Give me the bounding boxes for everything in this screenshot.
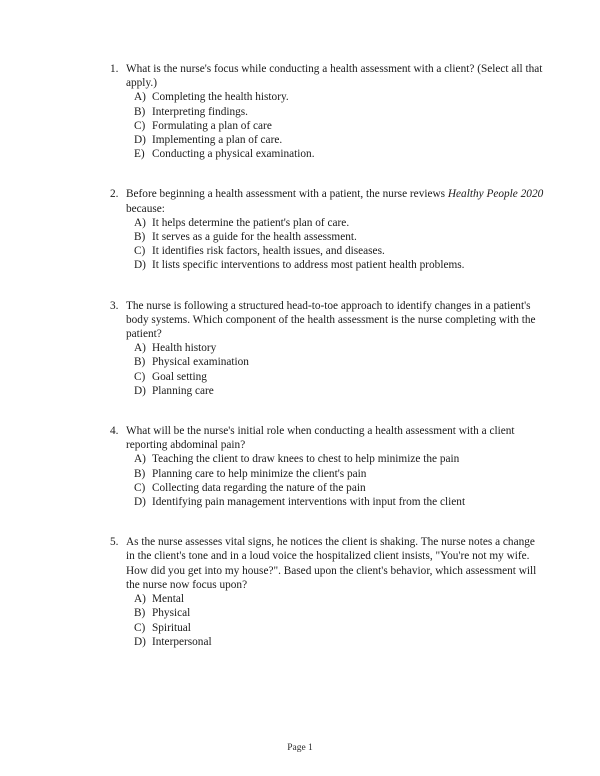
stem-segment: because: (126, 202, 165, 215)
option-row[interactable] (134, 133, 546, 147)
option-text: It helps determine the patient's plan of care. (152, 216, 350, 229)
option-text: Collecting data regarding the nature of the pain (152, 481, 366, 494)
option-list (110, 341, 546, 398)
question-block (110, 62, 546, 161)
option-row[interactable] (134, 467, 546, 481)
option-letter: D) (134, 259, 146, 272)
option-row[interactable] (134, 244, 546, 258)
option-letter: A) (134, 593, 146, 606)
option-letter: B) (134, 231, 146, 244)
option-text: Health history (152, 342, 217, 355)
option-text: Planning care (152, 384, 214, 397)
option-row[interactable] (134, 230, 546, 244)
option-row[interactable] (134, 452, 546, 466)
option-row[interactable] (134, 384, 546, 398)
option-list (110, 90, 546, 161)
question-number: 3. (110, 299, 119, 312)
question-stem-row (110, 187, 546, 215)
option-text: Interpreting findings. (152, 105, 249, 118)
option-letter: D) (134, 635, 146, 648)
question-stem (126, 299, 546, 342)
stem-segment: What is the nurse's focus while conducting a health assessment with a client? (Select all that apply.) (126, 63, 543, 90)
option-letter: B) (134, 607, 146, 620)
option-text: It serves as a guide for the health assessment. (152, 231, 357, 244)
option-text: It lists specific interventions to address most patient health problems. (152, 259, 465, 272)
option-text: Mental (152, 593, 184, 606)
question-stem-row (110, 62, 546, 90)
question-block (110, 424, 546, 509)
option-row[interactable] (134, 606, 546, 620)
option-row[interactable] (134, 341, 546, 355)
option-letter: A) (134, 216, 146, 229)
option-letter: D) (134, 134, 146, 147)
option-row[interactable] (134, 481, 546, 495)
question-block (110, 299, 546, 398)
stem-segment: The nurse is following a structured head-to-toe approach to identify changes in a patient's body systems. Which component of the health assessment is the nurse completing with the patient? (126, 299, 536, 341)
option-text: Formulating a plan of care (152, 119, 272, 132)
question-number: 4. (110, 425, 119, 438)
option-letter: E) (134, 148, 145, 161)
option-row[interactable] (134, 635, 546, 649)
question-stem-row (110, 535, 546, 592)
stem-segment: As the nurse assesses vital signs, he notices the client is shaking. The nurse notes a change in the client's tone and in a loud voice the hospitalized client insists, "You're not my wife. How did you get into my house?". Based upon the client's behavior, which assessment will the nurse now focus upon? (126, 536, 537, 591)
option-letter: C) (134, 481, 146, 494)
option-letter: C) (134, 621, 146, 634)
question-stem (126, 535, 546, 592)
option-row[interactable] (134, 592, 546, 606)
option-letter: B) (134, 356, 146, 369)
option-text: Conducting a physical examination. (152, 148, 315, 161)
option-text: Planning care to help minimize the client's pain (152, 467, 367, 480)
option-letter: A) (134, 342, 146, 355)
option-letter: D) (134, 496, 146, 509)
question-block (110, 535, 546, 649)
stem-segment: What will be the nurse's initial role when conducting a health assessment with a client reporting abdominal pain? (126, 425, 515, 452)
option-text: Completing the health history. (152, 91, 289, 104)
option-text: Physical (152, 607, 191, 620)
option-text: Identifying pain management interventions with input from the client (152, 496, 466, 509)
option-text: Implementing a plan of care. (152, 134, 283, 147)
option-row[interactable] (134, 147, 546, 161)
option-letter: A) (134, 91, 146, 104)
option-row[interactable] (134, 119, 546, 133)
question-number: 2. (110, 188, 119, 201)
option-text: Goal setting (152, 370, 207, 383)
page-footer: Page 1 (287, 743, 313, 753)
question-block (110, 187, 546, 272)
option-row[interactable] (134, 355, 546, 369)
option-list (110, 452, 546, 509)
question-stem-row (110, 424, 546, 452)
option-row[interactable] (134, 370, 546, 384)
stem-segment: Before beginning a health assessment with a patient, the nurse reviews (126, 188, 448, 201)
option-letter: C) (134, 119, 146, 132)
option-letter: C) (134, 370, 146, 383)
question-stem-row (110, 299, 546, 342)
option-list (110, 592, 546, 649)
option-row[interactable] (134, 495, 546, 509)
option-row[interactable] (134, 216, 546, 230)
question-number: 1. (110, 63, 119, 75)
option-text: It identifies risk factors, health issues, and diseases. (152, 245, 385, 258)
option-row[interactable] (134, 90, 546, 104)
option-row[interactable] (134, 105, 546, 119)
question-stem (126, 424, 546, 452)
option-letter: B) (134, 105, 146, 118)
option-text: Physical examination (152, 356, 249, 369)
option-text: Spiritual (152, 621, 191, 634)
option-text: Teaching the client to draw knees to chest to help minimize the pain (152, 453, 460, 466)
option-letter: C) (134, 245, 146, 258)
option-letter: A) (134, 453, 146, 466)
question-stem (126, 62, 546, 90)
option-row[interactable] (134, 621, 546, 635)
option-text: Interpersonal (152, 635, 212, 648)
option-letter: B) (134, 467, 146, 480)
option-letter: D) (134, 384, 146, 397)
question-list (110, 62, 546, 649)
question-number: 5. (110, 536, 119, 549)
question-stem (126, 187, 546, 215)
option-list (110, 216, 546, 273)
option-row[interactable] (134, 258, 546, 272)
stem-italic-segment: Healthy People 2020 (447, 188, 544, 201)
